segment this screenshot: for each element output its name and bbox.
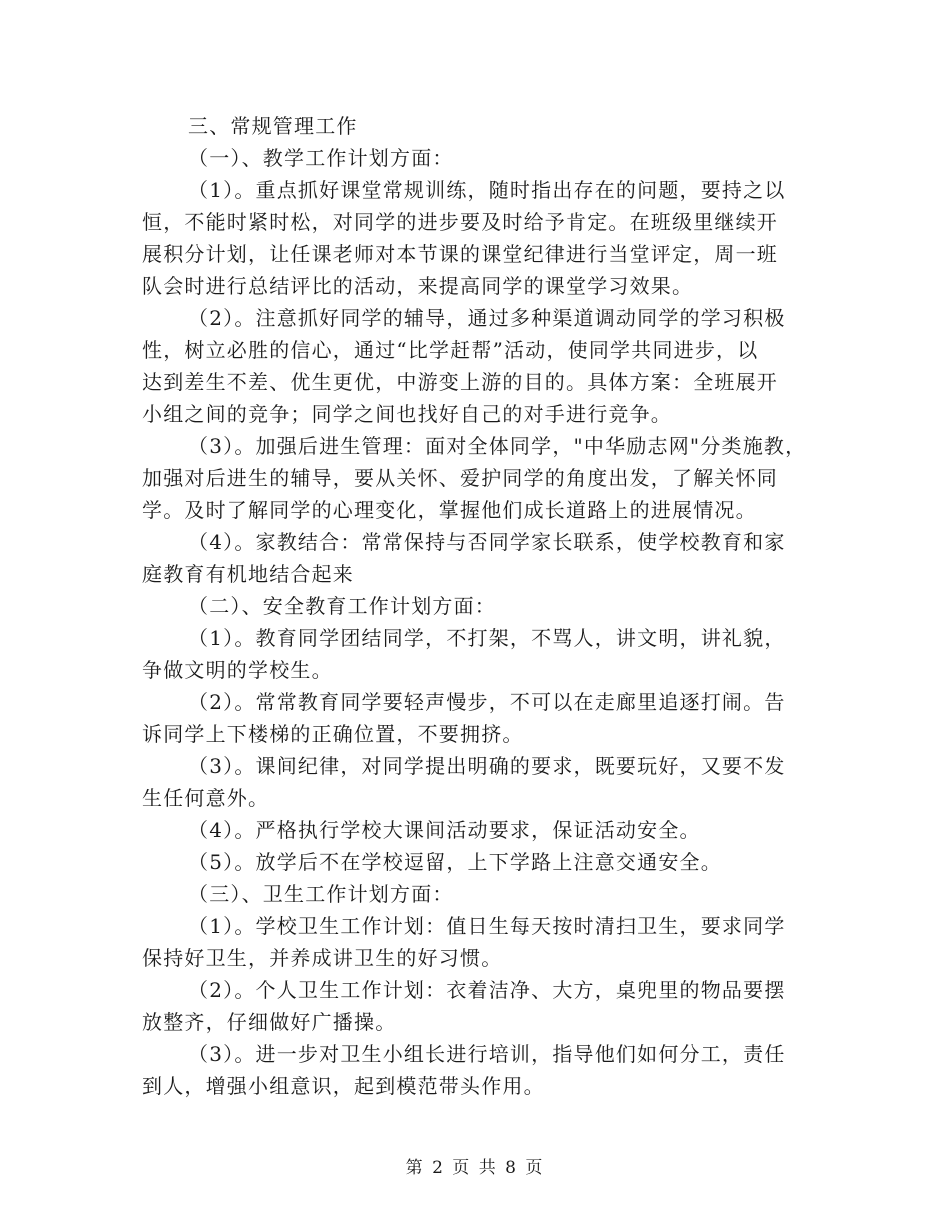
text-line: 队会时进行总结评比的活动，来提高同学的课堂学习效果。 bbox=[142, 274, 694, 298]
text-line: （1）。学校卫生工作计划：值日生每天按时清扫卫生，要求同学 bbox=[188, 914, 786, 938]
text-line: 性，树立必胜的信心，通过“比学赶帮”活动，使同学共同进步，以 bbox=[142, 338, 759, 362]
subsection-heading: （二）、安全教育工作计划方面： bbox=[188, 594, 496, 618]
text-line: 诉同学上下楼梯的正确位置，不要拥挤。 bbox=[142, 722, 524, 746]
text-line: （2）。注意抓好同学的辅导，通过多种渠道调动同学的学习积极 bbox=[188, 306, 786, 330]
text-line: （4）。家教结合：常常保持与否同学家长联系，使学校教育和家 bbox=[188, 530, 786, 554]
text-line: （2）。常常教育同学要轻声慢步，不可以在走廊里追逐打闹。告 bbox=[188, 690, 786, 714]
text-line: 达到差生不差、优生更优，中游变上游的目的。具体方案：全班展开 bbox=[142, 370, 778, 394]
text-line: （3）。进一步对卫生小组长进行培训，指导他们如何分工，责任 bbox=[188, 1042, 786, 1066]
text-line: （3）。加强后进生管理：面对全体同学，"中华励志网"分类施教， bbox=[188, 434, 807, 458]
text-line: （3）。课间纪律，对同学提出明确的要求，既要玩好，又要不发 bbox=[188, 754, 786, 778]
text-line: （1）。重点抓好课堂常规训练，随时指出存在的问题，要持之以 bbox=[188, 178, 786, 202]
text-line: 小组之间的竞争；同学之间也找好自己的对手进行竞争。 bbox=[142, 402, 672, 426]
text-line: 加强对后进生的辅导，要从关怀、爱护同学的角度出发，了解关怀同 bbox=[142, 466, 778, 490]
document-body bbox=[142, 110, 832, 1102]
subsection-heading: （一）、教学工作计划方面： bbox=[188, 146, 454, 170]
text-line: 到人，增强小组意识，起到模范带头作用。 bbox=[142, 1074, 545, 1098]
section-heading: 三、常规管理工作 bbox=[188, 114, 358, 138]
text-line: 保持好卫生，并养成讲卫生的好习惯。 bbox=[142, 946, 503, 970]
text-line: 放整齐，仔细做好广播操。 bbox=[142, 1010, 397, 1034]
text-line: 学。及时了解同学的心理变化，掌握他们成长道路上的进展情况。 bbox=[142, 498, 757, 522]
text-line: 争做文明的学校生。 bbox=[142, 658, 333, 682]
text-line: （5）。放学后不在学校逗留，上下学路上注意交通安全。 bbox=[188, 850, 722, 874]
text-line: 展积分计划，让任课老师对本节课的课堂纪律进行当堂评定，周一班 bbox=[142, 242, 778, 266]
subsection-heading: （三）、卫生工作计划方面： bbox=[188, 882, 454, 906]
page-footer: 第 2 页 共 8 页 bbox=[405, 1158, 545, 1178]
text-line: （1）。教育同学团结同学，不打架，不骂人，讲文明，讲礼貌， bbox=[188, 626, 786, 650]
text-line: 庭教育有机地结合起来 bbox=[142, 562, 354, 586]
text-line: 生任何意外。 bbox=[142, 786, 270, 810]
text-line: （2）。个人卫生工作计划：衣着洁净、大方，桌兜里的物品要摆 bbox=[188, 978, 786, 1002]
text-line: 恒，不能时紧时松，对同学的进步要及时给予肯定。在班级里继续开 bbox=[142, 210, 778, 234]
text-line: （4）。严格执行学校大课间活动要求，保证活动安全。 bbox=[188, 818, 701, 842]
